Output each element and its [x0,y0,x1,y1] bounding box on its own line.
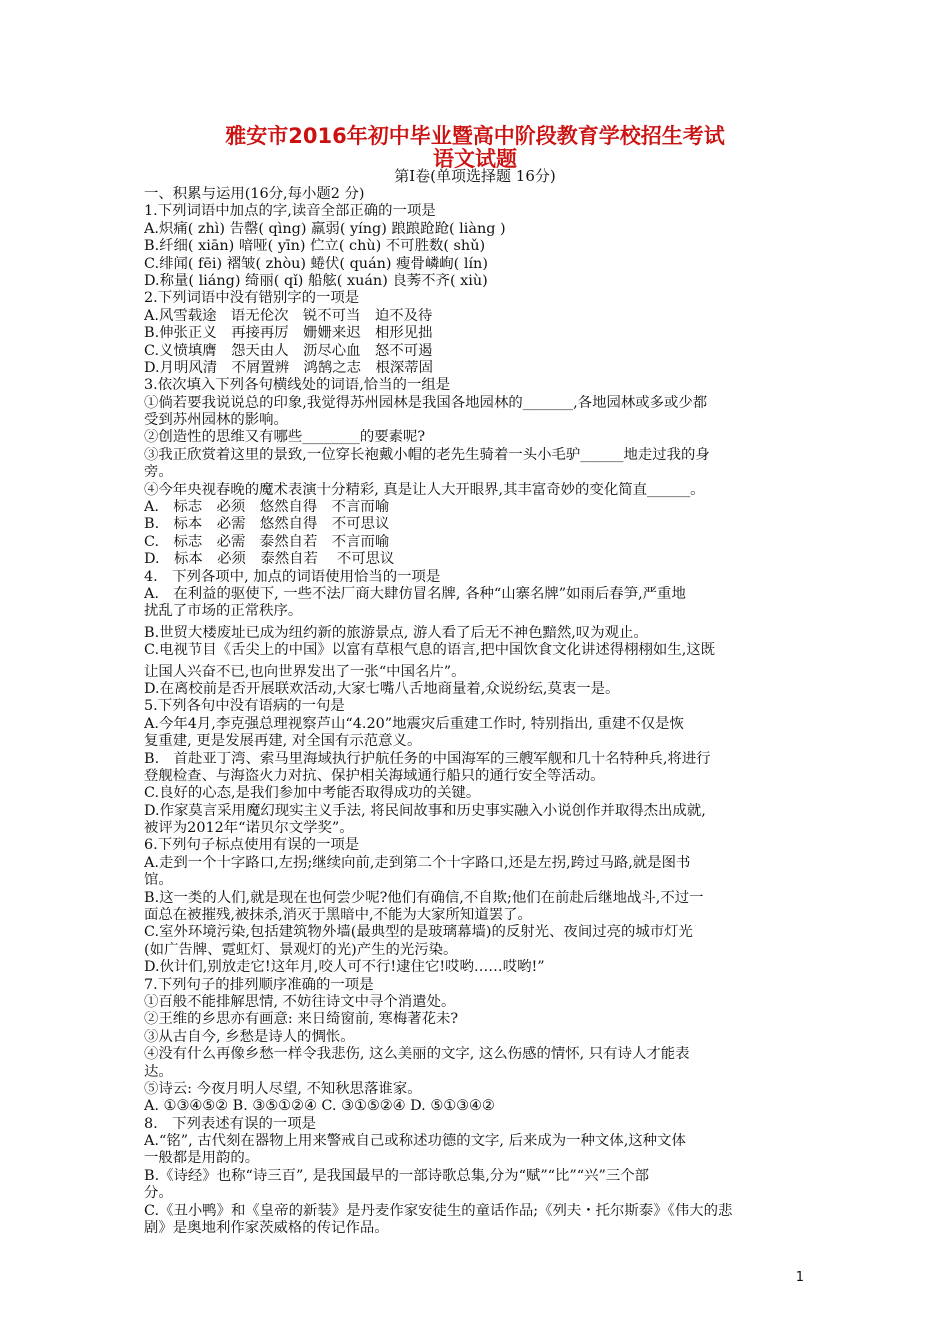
text-line: C.良好的心态,是我们参加中考能否取得成功的关键。 [144,785,481,802]
text-line: A.炽痛( zhì) 告罄( qìng) 羸弱( yíng) 踉踉跄跄( liàng ) [144,220,506,237]
text-line: 4. 下列各项中, 加点的词语使用恰当的一项是 [144,568,441,585]
text-line: C.电视节目《舌尖上的中国》以富有草根气息的语言,把中国饮食文化讲述得栩栩如生,这既 [144,642,716,659]
text-line: B. 首赴亚丁湾、索马里海域执行护航任务的中国海军的三艘军舰和几十名特种兵,将进行 [144,750,711,767]
text-line: ③我正欣赏着这里的景致,一位穿长袍戴小帽的老先生骑着一头小毛驴______地走过我的身 [144,446,710,463]
text-line: D.在离校前是否开展联欢活动,大家七嘴八舌地商量着,众说纷纭,莫衷一是。 [144,680,620,697]
text-line: A. 标志 必须 悠然自得 不言而喻 [144,499,390,516]
text-line: A.“铭”, 古代刻在器物上用来警戒自己或称述功德的文字, 后来成为一种文体,这种文体 [144,1133,686,1150]
text-line: B.这一类的人们,就是现在也何尝少呢?他们有确信,不自欺;他们在前赴后继地战斗,不过一 [144,889,704,906]
text-line: 受到苏州园林的影响。 [144,412,288,429]
exam-title: 雅安市2016年初中毕业暨高中阶段教育学校招生考试 [225,124,725,148]
text-line: (如广告牌、霓虹灯、景观灯的光)产生的光污染。 [144,941,458,958]
text-line: 被评为2012年“诺贝尔文学奖”。 [144,820,354,837]
text-line: D.伙计们,别放走它!这年月,咬人可不行!逮住它!哎哟……哎哟!” [144,959,545,976]
exam-body [144,186,820,1237]
page-number: 1 [795,1270,804,1285]
text-line: 分。 [144,1185,173,1202]
text-line: 一般都是用韵的。 [144,1150,260,1167]
text-line: C. 标志 必需 泰然自若 不言而喻 [144,533,390,550]
text-line: B.《诗经》也称“诗三百”, 是我国最早的一部诗歌总集,分为“赋”“比”“兴”三个部 [144,1167,650,1184]
text-line: A. 在利益的驱使下, 一些不法厂商大肆仿冒名牌, 各种“山寨名牌”如雨后春笋,严重地 [144,585,686,602]
text-line: 2.下列词语中没有错别字的一项是 [144,290,360,307]
text-line: B.世贸大楼废址已成为纽约新的旅游景点, 游人看了后无不神色黯然,叹为观止。 [144,624,648,641]
text-line: ①百般不能排解思情, 不妨往诗文中寻个消遣处。 [144,993,456,1010]
text-line: 6.下列句子标点使用有误的一项是 [144,837,360,854]
text-line: A.风雪载途 语无伦次 锐不可当 迫不及待 [144,307,433,324]
text-line: 达。 [144,1063,173,1080]
text-line: ②创造性的思维又有哪些________的要素呢? [144,429,426,446]
text-line: C.义愤填膺 怨天由人 沥尽心血 怒不可遏 [144,342,433,359]
text-line: A.今年4月,李克强总理视察芦山“4.20”地震灾后重建工作时, 特别指出, 重建不仅是恢 [144,715,684,732]
text-line: ⑤诗云: 今夜月明人尽望, 不知秋思落谁家。 [144,1080,422,1097]
text-line: D.作家莫言采用魔幻现实主义手法, 将民间故事和历史事实融入小说创作并取得杰出成就, [144,802,706,819]
text-line: 3.依次填入下列各句横线处的词语,恰当的一组是 [144,377,451,394]
text-line: D.月明风清 不屑置辨 鸿鹄之志 根深蒂固 [144,359,434,376]
text-line: ②王维的乡思亦有画意: 来日绮窗前, 寒梅著花未? [144,1011,459,1028]
text-line: 剧》是奥地利作家茨威格的传记作品。 [144,1220,389,1237]
text-line: 1.下列词语中加点的字,读音全部正确的一项是 [144,203,436,220]
exam-subtitle: 语文试题 [433,147,517,171]
text-line: B.伸张正义 再接再厉 姗姗来迟 相形见拙 [144,325,433,342]
text-line: A. ①③④⑤② B. ③⑤①②④ C. ③①⑤②④ D. ⑤①③④② [144,1098,495,1115]
text-line: 让国人兴奋不已,也向世界发出了一张“中国名片”。 [144,663,466,680]
text-line: C.《丑小鸭》和《皇帝的新装》是丹麦作家安徒生的童话作品;《列夫・托尔斯泰》《伟大的悲 [144,1202,733,1219]
text-line: ①倘若要我说说总的印象,我觉得苏州园林是我国各地园林的_______,各地园林或多或少都 [144,394,708,411]
text-line: A.走到一个十字路口,左拐;继续向前,走到第二个十字路口,还是左拐,跨过马路,就是图书 [144,854,691,871]
text-line: ④今年央视春晚的魔术表演十分精彩, 真是让人大开眼界,其丰富奇妙的变化简直______。 [144,481,705,498]
text-line: 一、积累与运用(16分,每小题2 分) [144,186,365,202]
text-line: 8. 下列表述有误的一项是 [144,1115,317,1132]
text-line: D.称量( liáng) 绮丽( qǐ) 船舷( xuán) 良莠不齐( xiù) [144,272,488,289]
text-line: 馆。 [144,872,173,889]
text-line: B.纤细( xiān) 喑哑( yīn) 伫立( chù) 不可胜数( shǔ) [144,238,486,255]
text-line: ③从古自今, 乡愁是诗人的惆怅。 [144,1028,355,1045]
text-line: 5.下列各句中没有语病的一句是 [144,698,345,715]
text-line: C.室外环境污染,包括建筑物外墙(最典型的是玻璃幕墙)的反射光、夜间过亮的城市灯光 [144,924,693,941]
text-line: 复重建, 更是发展再建, 对全国有示范意义。 [144,733,422,750]
text-line: 旁。 [144,464,173,481]
text-line: D. 标本 必须 泰然自若 不可思议 [144,551,395,568]
text-line: 面总在被摧残,被抹杀,消灭于黑暗中,不能为大家所知道罢了。 [144,907,532,924]
text-line: ④没有什么再像乡愁一样令我悲伤, 这么美丽的文字, 这么伤感的情怀, 只有诗人才能表 [144,1046,690,1063]
text-line: 登舰检查、与海盗火力对抗、保护相关海域通行船只的通行安全等活动。 [144,767,605,784]
text-line: B. 标本 必需 悠然自得 不可思议 [144,516,390,533]
text-line: 扰乱了市场的正常秩序。 [144,603,303,620]
text-line: 7.下列句子的排列顺序准确的一项是 [144,976,374,993]
section-heading: 第Ⅰ卷(单项选择题 16分) [394,167,556,185]
text-line: C.绯闻( fēi) 褶皱( zhòu) 蜷伏( quán) 瘦骨嶙峋( lín) [144,255,488,272]
